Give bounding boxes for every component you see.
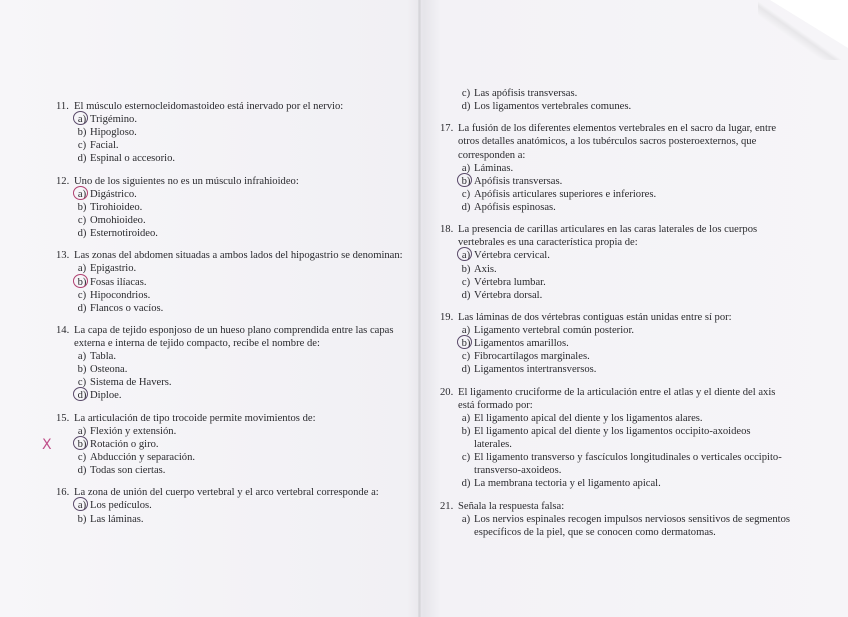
option-letter: b)	[458, 337, 474, 350]
option-letter: d)	[77, 465, 87, 477]
answer-option	[440, 324, 790, 337]
option-letter: c)	[77, 289, 87, 301]
option-text: Láminas.	[474, 162, 514, 174]
option-text: El ligamento transverso y fascículos longitudinales o verticales occipito-transverso-axoideos.	[474, 452, 782, 477]
question-number: 18.	[440, 224, 454, 236]
handwritten-circle-mark	[457, 173, 472, 187]
answer-option	[56, 350, 406, 363]
option-letter: a)	[77, 425, 87, 437]
option-letter: d)	[74, 389, 90, 402]
question-text: La fusión de los diferentes elementos vertebrales en el sacro da lugar, entre otros detalles anatómicos, a los tubérculos sacros posteroexternos, que corresponden a:	[458, 123, 777, 161]
option-letter: a)	[461, 412, 471, 424]
question-stem	[440, 500, 790, 513]
option-letter: c)	[77, 214, 87, 226]
question-15	[42, 412, 406, 477]
option-text: El ligamento apical del diente y los ligamentos occipito-axoideos laterales.	[474, 425, 751, 450]
question-19	[440, 311, 790, 376]
answer-option	[440, 175, 790, 188]
answer-option	[56, 262, 406, 275]
option-letter: a)	[74, 113, 90, 126]
question-17	[440, 122, 790, 214]
question-number: 21.	[440, 500, 454, 512]
question-stem	[56, 100, 406, 113]
option-text: Facial.	[90, 140, 119, 152]
option-text: Ligamentos intertransversos.	[474, 364, 597, 376]
answer-option	[440, 276, 790, 289]
answer-option	[56, 214, 406, 227]
right-column	[440, 87, 790, 548]
question-text: La zona de unión del cuerpo vertebral y el arco vertebral corresponde a:	[74, 487, 379, 499]
option-text: Vértebra lumbar.	[474, 276, 546, 288]
option-text: Apófisis articulares superiores e inferiores.	[474, 188, 657, 200]
answer-option	[56, 376, 406, 389]
question-text: Señala la respuesta falsa:	[458, 500, 565, 512]
option-text: Ligamento vertebral común posterior.	[474, 325, 635, 337]
option-letter: d)	[461, 478, 471, 490]
option-letter: d)	[77, 228, 87, 240]
option-text: Trigémino.	[90, 114, 137, 126]
question-number: 16.	[56, 487, 70, 499]
option-letter: c)	[77, 452, 87, 463]
option-letter: c)	[77, 377, 87, 389]
answer-option	[440, 425, 790, 451]
option-letter: b)	[77, 364, 87, 376]
answer-option	[440, 201, 790, 214]
left-column	[42, 100, 406, 535]
option-text: Los ligamentos vertebrales comunes.	[474, 101, 632, 113]
option-text: Vértebra cervical.	[474, 250, 550, 262]
answer-option	[56, 389, 406, 402]
answer-option	[56, 126, 406, 139]
handwritten-circle-mark	[73, 111, 88, 125]
option-text: Apófisis espinosas.	[474, 201, 556, 213]
option-text: Las apófisis transversas.	[474, 88, 578, 99]
question-number: 13.	[56, 250, 70, 262]
option-text: Axis.	[474, 263, 497, 275]
option-text: Tirohioideo.	[90, 201, 143, 213]
answer-option	[440, 363, 790, 376]
question-text: La presencia de carillas articulares en las caras laterales de los cuerpos vertebrales es una característica propia de:	[458, 224, 758, 249]
option-text: Tabla.	[90, 351, 117, 363]
answer-option	[440, 477, 790, 490]
question-text: La articulación de tipo trocoide permite movimientos de:	[74, 412, 316, 424]
option-text: Osteona.	[90, 364, 128, 376]
option-text: Espinal o accesorio.	[90, 153, 176, 165]
question-16-continuation	[440, 87, 790, 113]
answer-option	[56, 276, 406, 289]
question-16	[56, 486, 406, 525]
option-text: Vértebra dorsal.	[474, 289, 543, 301]
answer-option	[56, 152, 406, 165]
option-text: Digástrico.	[90, 188, 137, 200]
option-text: Diploe.	[90, 390, 122, 402]
option-letter: a)	[74, 499, 90, 512]
answer-option	[42, 436, 406, 453]
option-letter: d)	[461, 101, 471, 113]
option-text: Fibrocartílagos marginales.	[474, 351, 590, 363]
question-text: El ligamento cruciforme de la articulación entre el atlas y el diente del axis está formado por:	[458, 386, 776, 411]
answer-option	[440, 451, 790, 477]
answer-option	[56, 113, 406, 126]
option-letter: b)	[77, 127, 87, 139]
handwritten-circle-mark	[73, 497, 88, 511]
question-text: El músculo esternocleidomastoideo está inervado por el nervio:	[74, 101, 344, 112]
question-text: Uno de los siguientes no es un músculo infrahioideo:	[74, 175, 299, 187]
handwritten-circle-mark	[457, 335, 472, 349]
option-text: Rotación o giro.	[90, 438, 159, 450]
option-letter: c)	[461, 88, 471, 99]
question-20	[440, 386, 790, 491]
answer-option	[440, 87, 790, 100]
option-letter: a)	[461, 162, 471, 174]
question-number: 14.	[56, 324, 70, 336]
question-14	[56, 324, 406, 403]
option-text: Flexión y extensión.	[90, 425, 177, 437]
handwritten-circle-mark	[73, 436, 88, 450]
option-letter: c)	[461, 351, 471, 363]
option-text: Fosas ilíacas.	[90, 276, 147, 288]
option-letter: c)	[461, 452, 471, 464]
answer-option	[56, 188, 406, 201]
option-letter: a)	[458, 249, 474, 262]
question-12	[56, 175, 406, 240]
question-stem	[56, 175, 406, 188]
answer-option	[56, 363, 406, 376]
option-letter: a)	[77, 263, 87, 275]
question-number: 11.	[56, 101, 69, 112]
question-stem	[440, 122, 790, 161]
answer-option	[440, 249, 790, 262]
answer-option	[440, 412, 790, 425]
question-18	[440, 223, 790, 302]
question-text: Las láminas de dos vértebras contiguas están unidas entre sí por:	[458, 311, 732, 323]
question-stem	[56, 412, 406, 425]
answer-option	[56, 139, 406, 152]
option-letter: c)	[461, 276, 471, 288]
option-letter: d)	[77, 153, 87, 165]
option-text: Hipogloso.	[90, 127, 137, 139]
option-letter: b)	[77, 513, 87, 525]
option-letter: d)	[461, 364, 471, 376]
option-text: Esternotiroideo.	[90, 228, 158, 240]
option-text: Abducción y separación.	[90, 452, 196, 463]
folded-corner	[770, 0, 848, 48]
right-questions	[440, 122, 790, 538]
question-number: 19.	[440, 311, 454, 323]
option-letter: d)	[461, 201, 471, 213]
option-letter: a)	[461, 513, 471, 525]
question-stem	[56, 486, 406, 499]
option-text: Los pedículos.	[90, 500, 152, 512]
question-stem	[440, 223, 790, 249]
question-stem	[56, 324, 406, 350]
question-number: 12.	[56, 175, 70, 187]
answer-option	[56, 201, 406, 214]
option-letter: b)	[74, 438, 90, 451]
answer-option	[56, 425, 406, 438]
option-letter: d)	[77, 302, 87, 314]
question-number: 20.	[440, 386, 454, 398]
option-text: Omohioideo.	[90, 214, 146, 226]
answer-option	[56, 464, 406, 477]
option-letter: b)	[77, 201, 87, 213]
option-text: Epigastrio.	[90, 263, 137, 275]
option-letter: b)	[461, 425, 471, 437]
center-fold	[418, 0, 421, 617]
question-21	[440, 500, 790, 539]
option-letter: c)	[77, 140, 87, 152]
option-text: Sistema de Havers.	[90, 377, 172, 389]
option-text: Hipocondrios.	[90, 289, 151, 301]
answer-option	[440, 513, 790, 539]
handwritten-circle-mark	[73, 387, 88, 401]
option-text: Apófisis transversas.	[474, 175, 563, 187]
option-text: Los nervios espinales recogen impulsos nerviosos sensitivos de segmentos específicos de la piel, que se conocen como dermatomas.	[474, 513, 791, 538]
answer-option	[56, 451, 406, 464]
option-text: Ligamentos amarillos.	[474, 338, 569, 350]
question-stem	[440, 386, 790, 412]
question-text: La capa de tejido esponjoso de un hueso plano comprendida entre las capas externa e interna de tejido compacto, recibe el nombre de:	[74, 324, 394, 350]
answer-option	[56, 499, 406, 512]
option-letter: c)	[461, 188, 471, 200]
option-letter: b)	[461, 263, 471, 275]
option-letter: a)	[77, 351, 87, 363]
handwritten-circle-mark	[73, 186, 88, 200]
answer-option	[56, 302, 406, 315]
answer-option	[56, 227, 406, 240]
answer-option	[56, 289, 406, 302]
option-text: El ligamento apical del diente y los ligamentos alares.	[474, 412, 703, 424]
handwritten-circle-mark	[457, 247, 472, 261]
question-stem	[440, 311, 790, 324]
question-number: 17.	[440, 123, 454, 135]
answer-option	[56, 513, 406, 526]
question-13	[56, 249, 406, 314]
answer-option	[440, 350, 790, 363]
question-11	[56, 100, 406, 165]
option-text: La membrana tectoria y el ligamento apical.	[474, 478, 661, 490]
option-text: Todas son ciertas.	[90, 465, 166, 477]
option-letter: d)	[461, 289, 471, 301]
answer-option	[440, 100, 790, 113]
handwritten-cross-mark: X	[42, 436, 52, 453]
answer-option	[440, 188, 790, 201]
question-stem	[56, 249, 406, 262]
answer-option	[440, 337, 790, 350]
answer-option	[440, 263, 790, 276]
option-letter: a)	[461, 325, 471, 337]
answer-option	[440, 162, 790, 175]
option-letter: b)	[458, 175, 474, 188]
option-text: Las láminas.	[90, 513, 144, 525]
option-letter: a)	[74, 188, 90, 201]
option-letter: b)	[74, 276, 90, 289]
option-text: Flancos o vacíos.	[90, 302, 164, 314]
answer-option	[440, 289, 790, 302]
question-number: 15.	[56, 412, 70, 424]
question-text: Las zonas del abdomen situadas a ambos lados del hipogastrio se denominan:	[74, 250, 403, 262]
handwritten-circle-mark	[73, 274, 88, 288]
